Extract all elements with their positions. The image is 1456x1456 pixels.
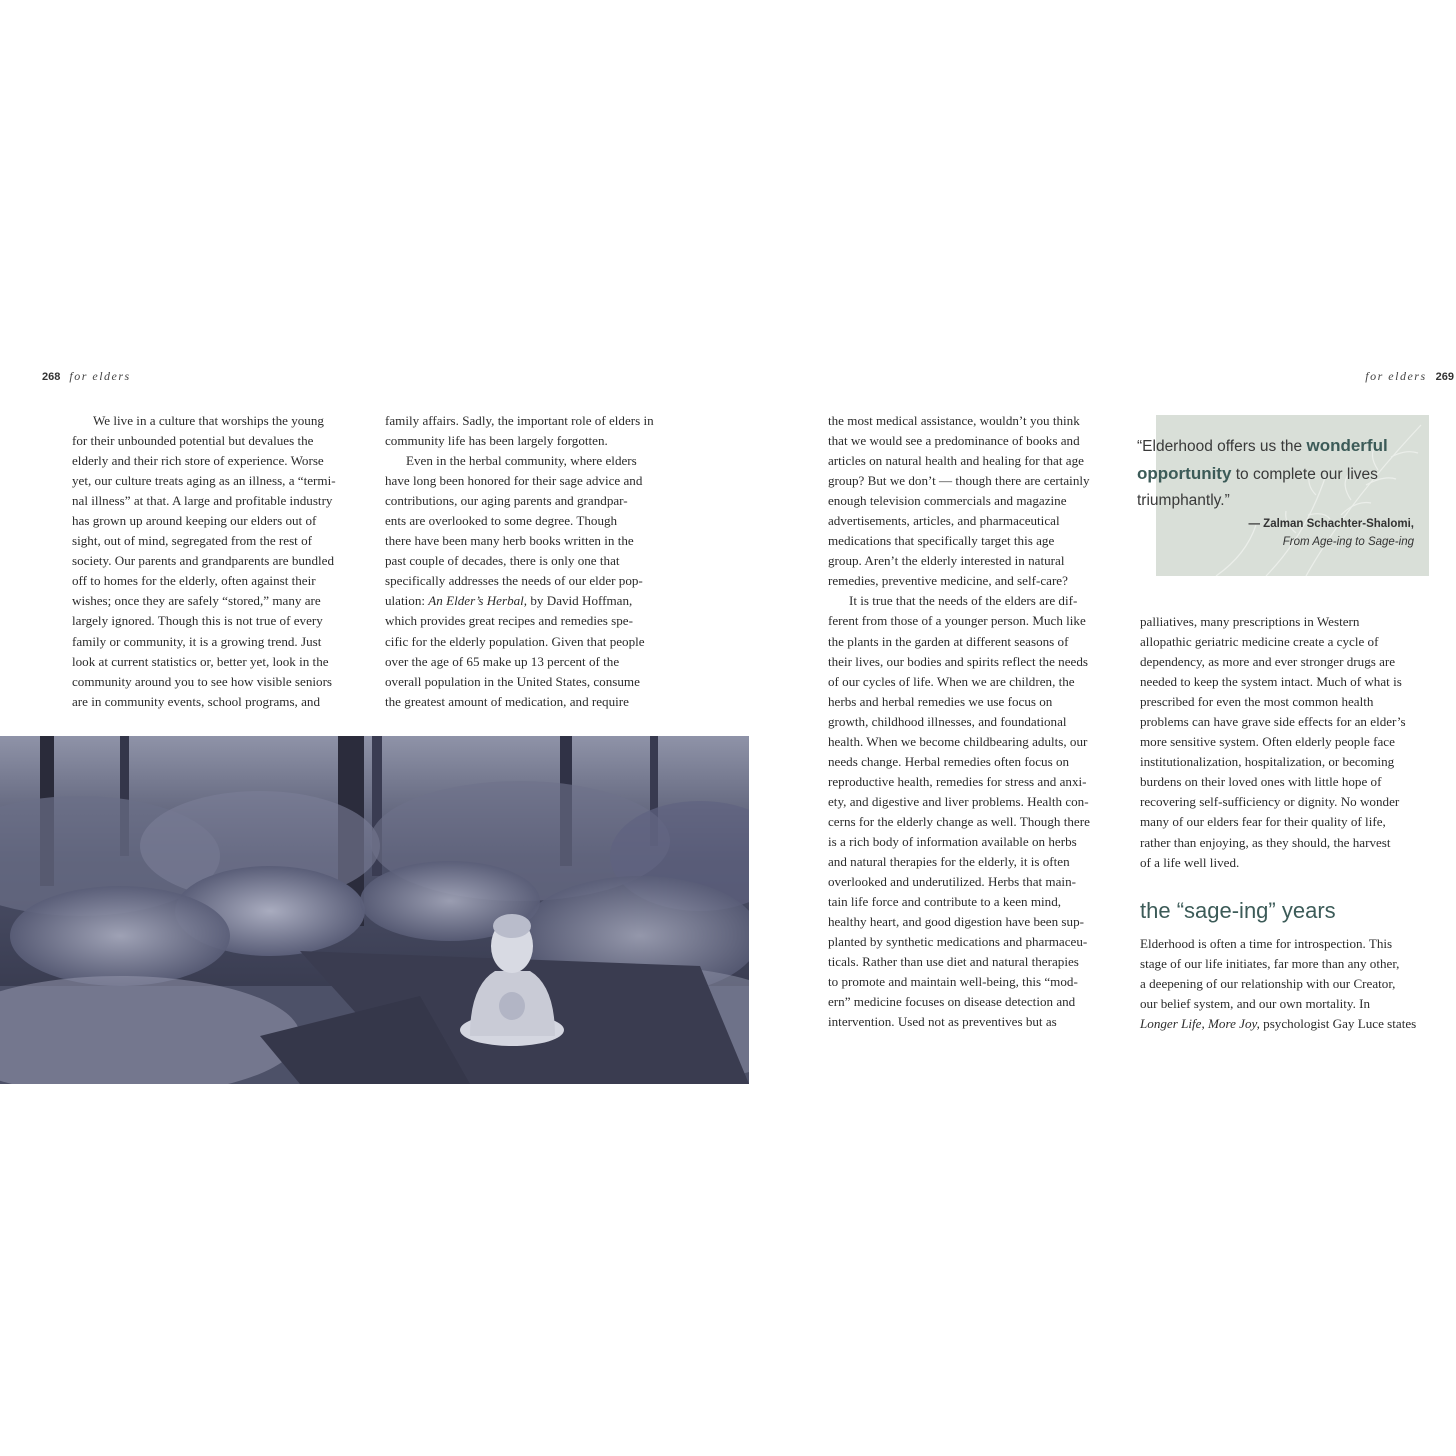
text-line: and natural therapies for the elderly, it is often xyxy=(828,854,1070,870)
text-line: Even in the herbal community, where elders xyxy=(406,453,637,469)
text-line: cerns for the elderly change as well. Though there xyxy=(828,813,1090,829)
text-line: We live in a culture that worships the young xyxy=(93,413,324,428)
text-line: articles on natural health and healing for that age xyxy=(828,453,1084,469)
text-line: family or community, it is a growing trend. Just xyxy=(72,633,322,649)
quote-line-3: triumphantly.” xyxy=(1137,492,1230,509)
text-line: yet, our culture treats aging as an illness, a “termi- xyxy=(72,473,336,489)
text-line: dependency, as more and ever stronger drugs are xyxy=(1140,654,1396,670)
right-running-head xyxy=(1365,369,1454,384)
text-line: to promote and maintain well-being, this “mod- xyxy=(828,974,1078,990)
text-line: stage of our life initiates, far more than any other, xyxy=(1140,956,1400,972)
quote-text: to complete our lives xyxy=(1231,466,1378,483)
garden-buddha-photo xyxy=(0,736,749,1084)
left-running-head xyxy=(42,369,131,384)
right-column-1 xyxy=(828,411,1123,1032)
text-line: planted by synthetic medications and pharmaceu- xyxy=(828,934,1088,950)
quote-emphasis: opportunity xyxy=(1137,464,1232,483)
text-line: many of our elders fear for their quality of life, xyxy=(1140,814,1386,830)
garden-illustration xyxy=(0,736,749,1084)
text-line: community around you to see how visible seniors xyxy=(72,673,333,689)
text-line: more sensitive system. Often elderly people face xyxy=(1140,734,1395,750)
quote-line-1 xyxy=(1137,436,1388,456)
text-line: healthy heart, and good digestion have been sup- xyxy=(828,914,1084,930)
text-line: off to homes for the elderly, often against their xyxy=(72,573,316,589)
text-line: group. Aren’t the elderly interested in natural xyxy=(828,553,1065,569)
left-column-2 xyxy=(385,411,680,712)
left-column-1 xyxy=(72,411,362,712)
text-fragment: psychologist Gay Luce states xyxy=(1259,1016,1417,1032)
text-line: over the age of 65 make up 13 percent of the xyxy=(385,653,620,669)
text-line: there have been many herb books written in the xyxy=(385,533,634,549)
book-title: Longer Life, More Joy, xyxy=(1140,1016,1260,1032)
text-line: society. Our parents and grandparents are bundled xyxy=(72,553,335,569)
text-line: ferent from those of a younger person. Much like xyxy=(828,613,1086,629)
text-line: growth, childhood illnesses, and foundational xyxy=(828,713,1067,729)
quote-line-2 xyxy=(1137,464,1378,484)
text-line: burdens on their loved ones with little hope of xyxy=(1140,774,1382,790)
text-line: health. When we become childbearing adults, our xyxy=(828,733,1088,749)
text-line: is a rich body of information available on herbs xyxy=(828,833,1077,849)
text-line: nal illness” at that. A large and profitable industry xyxy=(72,493,333,509)
text-line: wishes; once they are safely “stored,” many are xyxy=(72,593,321,609)
text-line: the greatest amount of medication, and require xyxy=(385,693,629,709)
text-line: the plants in the garden at different seasons of xyxy=(828,633,1069,649)
section-body xyxy=(1140,934,1440,1034)
text-line: ents are overlooked to some degree. Though xyxy=(385,513,618,529)
right-column-2 xyxy=(1140,612,1440,873)
text-line: reproductive health, remedies for stress and anxi- xyxy=(828,773,1087,789)
text-line: herbs and herbal remedies we use focus on xyxy=(828,693,1053,709)
text-line: are in community events, school programs, and xyxy=(72,693,320,709)
text-fragment: ulation: xyxy=(385,593,429,609)
left-running-title: for elders xyxy=(69,369,131,383)
text-line: medications that specifically target this age xyxy=(828,533,1055,549)
text-line: tain life force and contribute to a keen mind, xyxy=(828,894,1062,910)
text-line: have long been honored for their sage advice and xyxy=(385,473,643,489)
text-line: problems can have grave side effects for an elder’s xyxy=(1140,714,1406,730)
text-line xyxy=(1140,1014,1440,1034)
text-line: needs change. Herbal remedies often focus on xyxy=(828,753,1070,769)
right-page-number: 269 xyxy=(1435,371,1454,383)
text-line: It is true that the needs of the elders are dif- xyxy=(849,593,1078,609)
text-line: has grown up around keeping our elders out of xyxy=(72,513,317,529)
text-line: sight, out of mind, segregated from the rest of xyxy=(72,533,312,549)
text-line: contributions, our aging parents and grandpar- xyxy=(385,493,628,509)
text-line: Elderhood is often a time for introspection. This xyxy=(1140,936,1393,951)
text-line: remedies, preventive medicine, and self-care? xyxy=(828,573,1068,589)
text-line: of our cycles of life. When we are children, the xyxy=(828,673,1075,689)
text-line: ety, and digestive and liver problems. Health con- xyxy=(828,793,1089,809)
text-line: cific for the elderly population. Given that people xyxy=(385,633,645,649)
text-line: institutionalization, hospitalization, or becoming xyxy=(1140,754,1395,770)
text-line: of a life well lived. xyxy=(1140,854,1240,870)
quote-text: “Elderhood offers us the xyxy=(1137,438,1307,455)
text-line: family affairs. Sadly, the important role of elders in xyxy=(385,413,654,428)
left-page-number: 268 xyxy=(42,371,61,383)
text-line: needed to keep the system intact. Much of what is xyxy=(1140,674,1402,690)
text-line: rather than enjoying, as they should, the harvest xyxy=(1140,834,1391,850)
text-line: recovering self-sufficiency or dignity. No wonder xyxy=(1140,794,1400,810)
book-title: An Elder’s Herbal, xyxy=(428,593,528,609)
text-line: overlooked and underutilized. Herbs that main- xyxy=(828,874,1076,890)
text-line: largely ignored. Though this is not true of every xyxy=(72,613,323,629)
text-line: our belief system, and our own mortality. In xyxy=(1140,996,1371,1012)
text-line: intervention. Used not as preventives but as xyxy=(828,1014,1057,1030)
text-line: allopathic geriatric medicine create a cycle of xyxy=(1140,634,1379,650)
text-line: specifically addresses the needs of our elder pop- xyxy=(385,573,643,589)
quote-emphasis: wonderful xyxy=(1306,436,1388,455)
text-line: community life has been largely forgotten. xyxy=(385,433,608,449)
text-line: which provides great recipes and remedies spe- xyxy=(385,613,633,629)
book-author: by David Hoffman, xyxy=(527,593,633,609)
text-line: ern” medicine focuses on disease detection and xyxy=(828,994,1076,1010)
text-line: prescribed for even the most common health xyxy=(1140,694,1374,710)
right-running-title: for elders xyxy=(1365,369,1427,383)
text-line: ticals. Rather than use diet and natural therapies xyxy=(828,954,1079,970)
text-line: the most medical assistance, wouldn’t you think xyxy=(828,413,1080,428)
text-line: enough television commercials and magazine xyxy=(828,493,1067,509)
text-line: their lives, our bodies and spirits reflect the needs xyxy=(828,653,1088,669)
text-line: a deepening of our relationship with our Creator, xyxy=(1140,976,1396,992)
text-line: overall population in the United States, consume xyxy=(385,673,640,689)
text-line: advertisements, articles, and pharmaceutical xyxy=(828,513,1060,529)
text-line: elderly and their rich store of experience. Worse xyxy=(72,453,324,469)
text-line xyxy=(385,591,680,611)
text-line: for their unbounded potential but devalues the xyxy=(72,433,314,449)
text-line: that we would see a predominance of books and xyxy=(828,433,1080,449)
quote-attribution-name: — Zalman Schachter-Shalomi, xyxy=(1248,518,1414,530)
text-line: palliatives, many prescriptions in Western xyxy=(1140,614,1360,629)
text-line: group? But we don’t — though there are certainly xyxy=(828,473,1090,489)
text-line: look at current statistics or, better yet, look in the xyxy=(72,653,329,669)
section-heading: the “sage-ing” years xyxy=(1140,898,1336,923)
text-line: past couple of decades, there is only one that xyxy=(385,553,620,569)
quote-attribution-title: From Age-ing to Sage-ing xyxy=(1282,536,1414,548)
